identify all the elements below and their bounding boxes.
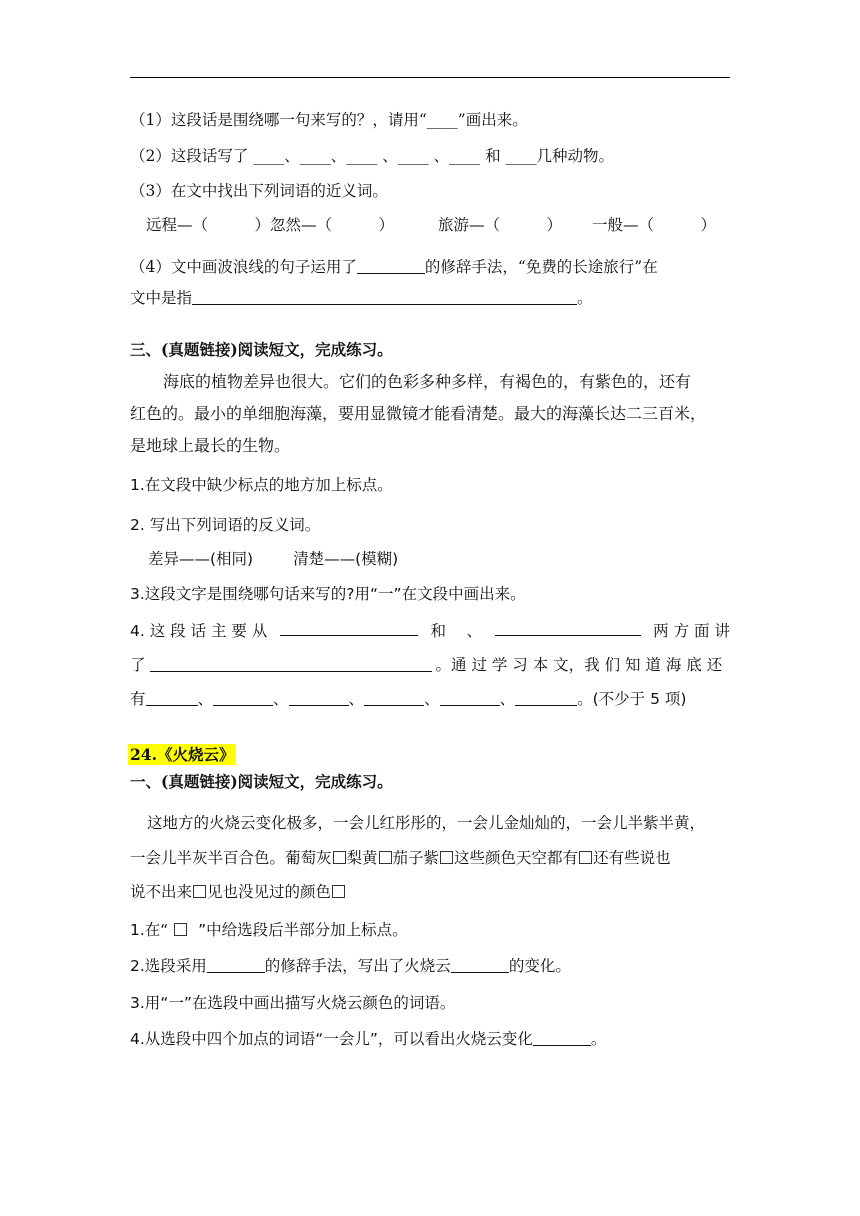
question-b3: 3.这段文字是围绕哪句话来写的?用“一”在文段中画出来。 bbox=[130, 585, 526, 603]
answer-blank[interactable] bbox=[192, 290, 577, 305]
punctuation-box[interactable] bbox=[193, 885, 206, 898]
question-b2: 2. 写出下列词语的反义词。 bbox=[130, 516, 321, 534]
answer-blank[interactable] bbox=[289, 691, 349, 706]
question-b1: 1.在文段中缺少标点的地方加上标点。 bbox=[130, 476, 393, 494]
question-c3: 3.用“一”在选段中画出描写火烧云颜色的词语。 bbox=[130, 994, 456, 1012]
punctuation-box-icon bbox=[174, 923, 187, 936]
synonym-item-2: 旅游—（ ） bbox=[438, 216, 563, 234]
antonym-answer-2: 清楚——(模糊) bbox=[293, 550, 399, 568]
answer-blank[interactable] bbox=[150, 657, 432, 672]
answer-blank[interactable] bbox=[451, 958, 509, 973]
question-a4-line1: （4）文中画波浪线的句子运用了 的修辞手法，“免费的长途旅行”在 bbox=[130, 258, 658, 276]
lesson-title: 24.《火烧云》 bbox=[130, 745, 235, 764]
question-b4-line1: 4. 这 段 话 主 要 从 和 、 两 方 面 讲 bbox=[130, 622, 730, 640]
antonym-answer-1: 差异——(相同) bbox=[148, 550, 254, 568]
question-c2: 2.选段采用 的修辞手法，写出了火烧云 的变化。 bbox=[130, 957, 571, 975]
passage-c-line1: 这地方的火烧云变化极多，一会儿红彤彤的，一会儿金灿灿的，一会儿半紫半黄， bbox=[147, 814, 706, 832]
question-b4-line3: 有 、 、 、 、 、 。(不少于 5 项) bbox=[130, 690, 687, 708]
question-a4-line2: 文中是指 。 bbox=[130, 289, 593, 307]
passage-b-line3: 是地球上最长的生物。 bbox=[130, 436, 291, 455]
punctuation-box[interactable] bbox=[379, 851, 392, 864]
synonym-item-1: 远程—（ ）忽然—（ ） bbox=[146, 216, 395, 234]
answer-blank[interactable] bbox=[440, 691, 500, 706]
answer-blank[interactable] bbox=[515, 691, 577, 706]
answer-blank[interactable] bbox=[357, 259, 425, 274]
header-rule bbox=[130, 77, 730, 78]
answer-blank[interactable] bbox=[146, 691, 198, 706]
section-b-heading: 三、(真题链接)阅读短文，完成练习。 bbox=[130, 340, 393, 359]
punctuation-box[interactable] bbox=[333, 851, 346, 864]
answer-blank[interactable] bbox=[280, 621, 418, 636]
answer-blank[interactable] bbox=[533, 1031, 591, 1046]
synonym-item-3: 一般—（ ） bbox=[592, 216, 717, 234]
passage-c-line3: 说不出来 见也没见过的颜色 bbox=[130, 882, 346, 902]
passage-b-line1: 海底的植物差异也很大。它们的色彩多种多样，有褐色的，有紫色的，还有 bbox=[163, 372, 692, 391]
section-c-heading: 一、(真题链接)阅读短文，完成练习。 bbox=[130, 772, 393, 791]
synonym-items bbox=[146, 215, 716, 235]
punctuation-box[interactable] bbox=[332, 885, 345, 898]
answer-blank[interactable] bbox=[495, 621, 641, 636]
antonym-answers bbox=[148, 549, 398, 569]
answer-blank[interactable] bbox=[213, 691, 273, 706]
answer-blank[interactable] bbox=[207, 958, 265, 973]
question-a3: （3）在文中找出下列词语的近义词。 bbox=[130, 182, 388, 200]
question-b4-line2: 了 。通 过 学 习 本 文，我 们 知 道 海 底 还 bbox=[130, 656, 723, 674]
question-c1: 1.在“ ”中给选段后半部分加上标点。 bbox=[130, 921, 408, 939]
question-a1: （1）这段话是围绕哪一句来写的？，请用“____”画出来。 bbox=[130, 111, 528, 129]
question-a2: （2）这段话写了 ____、____、____ 、____ 、____ 和 ____几种动物。 bbox=[130, 147, 614, 165]
punctuation-box[interactable] bbox=[440, 851, 453, 864]
question-c4: 4.从选段中四个加点的词语“一会儿”，可以看出火烧云变化 。 bbox=[130, 1030, 607, 1048]
passage-b-line2: 红色的。最小的单细胞海藻，要用显微镜才能看清楚。最大的海藻长达二三百米， bbox=[130, 404, 707, 423]
punctuation-box[interactable] bbox=[579, 851, 592, 864]
answer-blank[interactable] bbox=[364, 691, 424, 706]
passage-c-line2: 一会儿半灰半百合色。葡萄灰 梨黄 茄子紫 这些颜色天空都有 还有些说也 bbox=[130, 849, 671, 867]
